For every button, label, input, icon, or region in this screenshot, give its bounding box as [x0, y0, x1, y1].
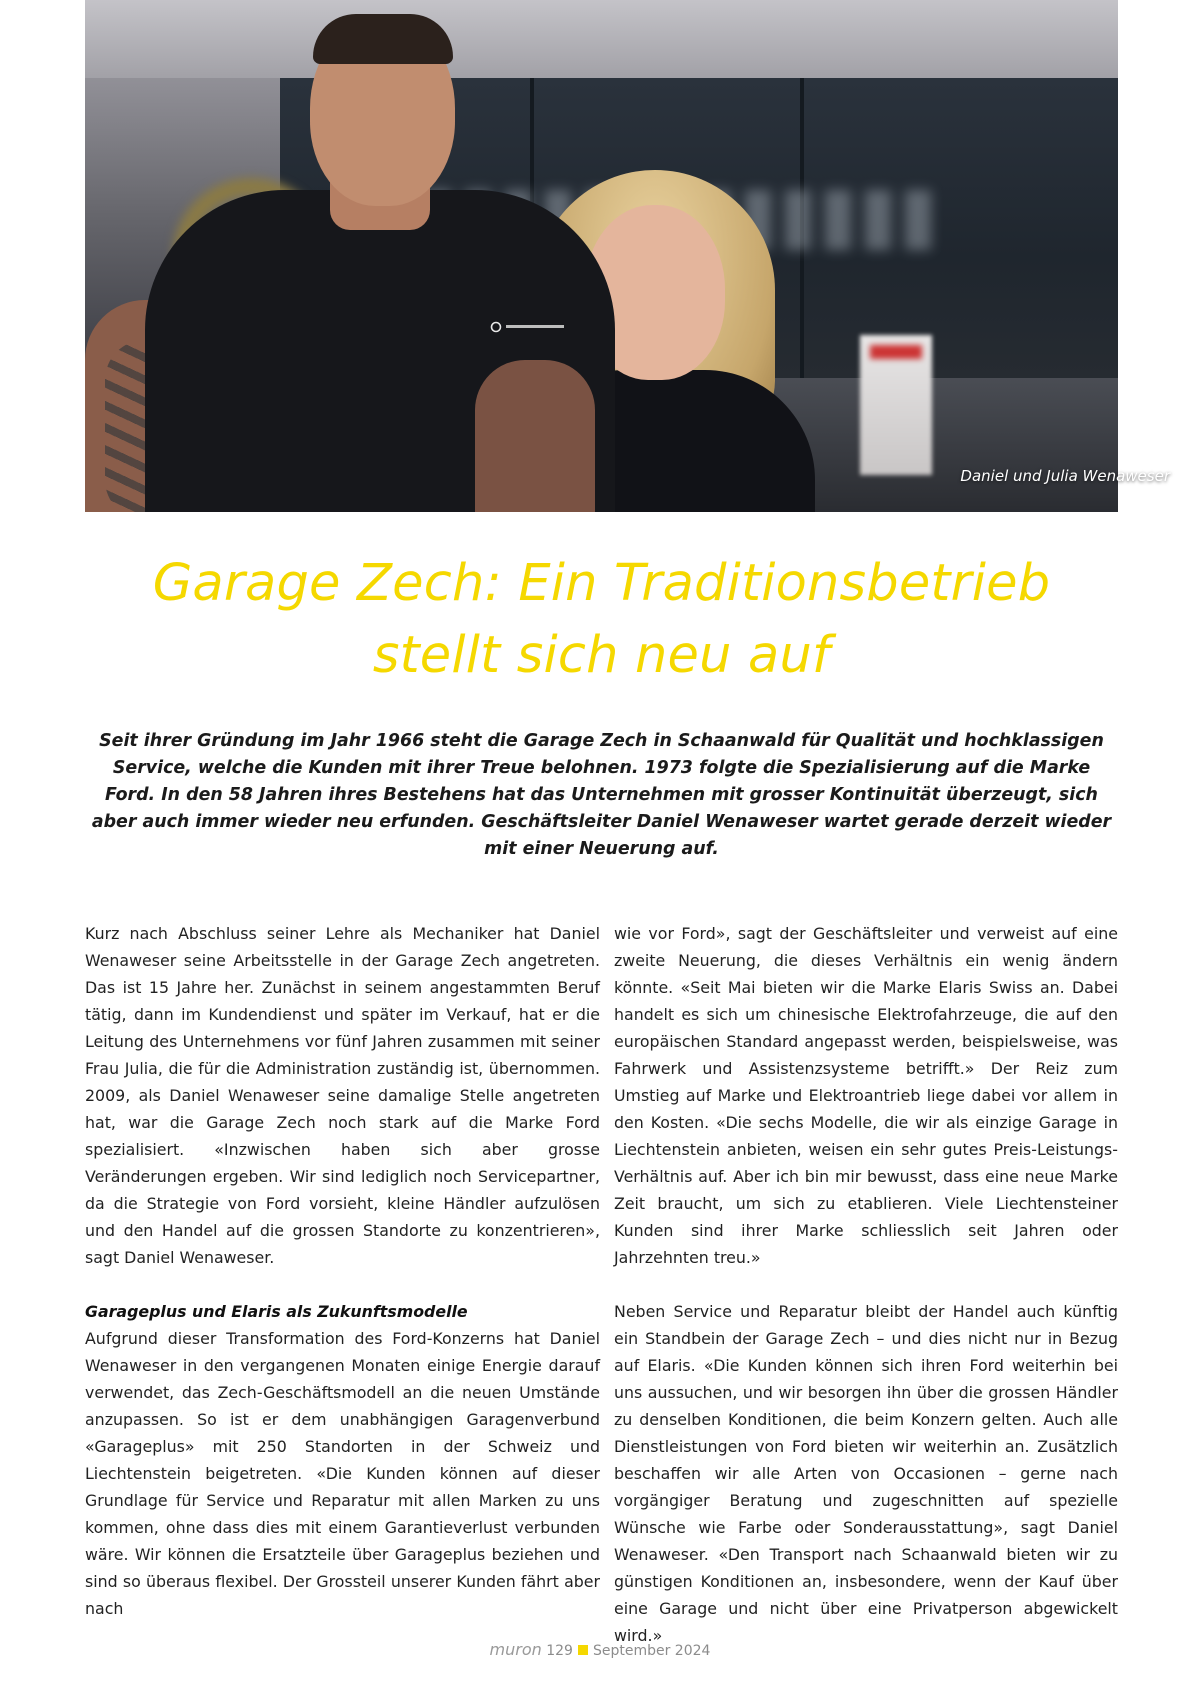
photo-ceiling	[85, 0, 1118, 78]
magazine-name: muron	[489, 1640, 542, 1659]
headline-line-2: stellt sich neu auf	[372, 626, 831, 685]
issue-date: September 2024	[592, 1643, 711, 1659]
shirt-logo-icon	[490, 320, 570, 334]
issue-number: 129	[546, 1643, 573, 1659]
article-headline	[85, 548, 1118, 692]
paragraph: Kurz nach Abschluss seiner Lehre als Mechaniker hat Daniel Wenaweser seine Arbeitsstelle in der Garage Zech angetreten. Das ist 15 Jahre her. Zunächst in seinem angestammten Beruf tätig, dann im Kundendienst und später im Verkauf, hat er die Leitung des Unternehmens vor fünf Jahren zusammen mit seiner Frau Julia, die für die Administration zuständig ist, übernommen. 2009, als Daniel Wenaweser seine damalige Stelle angetreten hat, war die Garage Zech noch stark auf die Marke Ford spezialisiert. «Inzwischen haben sich aber grosse Veränderungen ergeben. Wir sind lediglich noch Servicepartner, da die Strategie von Ford vorsieht, kleine Händler aufzulösen und den Handel auf die grossen Standorte zu konzentrieren», sagt Daniel Wenaweser.	[85, 924, 600, 1267]
photo-caption: Daniel und Julia Wenaweser	[960, 467, 1170, 485]
headline-line-1: Garage Zech: Ein Traditionsbetrieb	[152, 554, 1051, 613]
paragraph: Neben Service und Reparatur bleibt der Handel auch künftig ein Standbein der Garage Zech – und dies nicht nur in Bezug auf Elaris. «Die Kunden können sich ihren Ford weiterhin bei uns aussuchen, und wir besorgen ihn über die grossen Händler zu denselben Konditionen, die beim Konzern gelten. Auch alle Dienstleistungen von Ford bieten wir weiterhin an. Zusätzlich beschaffen wir alle Arten von Occasionen – gerne nach vorgängiger Beratung und zugeschnitten auf spezielle Wünsche wie Farbe oder Sonderausstattung», sagt Daniel Wenaweser. «Den Transport nach Schaanwald bieten wir zu günstigen Konditionen an, insbesondere, wenn der Kauf über eine Garage und nicht über eine Privatperson abgewickelt wird.»	[614, 1302, 1118, 1645]
square-icon	[578, 1645, 588, 1655]
text-column-left	[85, 920, 600, 1649]
man-hair	[313, 14, 453, 64]
text-column-right	[614, 920, 1118, 1676]
hero-photo	[85, 0, 1118, 512]
article-lead: Seit ihrer Gründung im Jahr 1966 steht die Garage Zech in Schaanwald für Qualität und hochklassigen Service, welche die Kunden mit ihrer Treue belohnen. 1973 folgte die Spezialisierung auf die Marke Ford. In den 58 Jahren ihres Bestehens hat das Unternehmen mit grosser Kontinuität überzeugt, sich aber auch immer wieder neu erfunden. Geschäftsleiter Daniel Wenaweser wartet gerade derzeit wieder mit einer Neuerung auf.	[91, 731, 1112, 859]
paragraph: wie vor Ford», sagt der Geschäftsleiter und verweist auf eine zweite Neuerung, die dieses Verhältnis ein wenig ändern könnte. «Seit Mai bieten wir die Marke Elaris Swiss an. Dabei handelt es sich um chinesische Elektrofahrzeuge, die auf den europäischen Standard angepasst werden, beispielsweise, was Fahrwerk und Assistenzsysteme betrifft.» Der Reiz zum Umstieg auf Marke und Elektroantrieb liege dabei vor allem in den Kosten. «Die sechs Modelle, die wir als einzige Garage in Liechtenstein anbieten, weisen ein sehr gutes Preis-Leistungs-Verhältnis auf. Aber ich bin mir bewusst, dass eine neue Marke Zeit braucht, um sich zu etablieren. Viele Liechtensteiner Kunden sind ihrer Marke schliesslich seit Jahren oder Jahrzehnten treu.»	[614, 924, 1118, 1267]
paragraph: Aufgrund dieser Transformation des Ford-Konzerns hat Daniel Wenaweser in den vergangenen Monaten einige Energie darauf verwendet, das Zech-Geschäftsmodell an die neuen Umstände anzupassen. So ist er dem unabhängigen Garagenverbund «Garageplus» mit 250 Standorten in der Schweiz und Liechtenstein beigetreten. «Die Kunden können auf dieser Grundlage für Service und Reparatur mit allen Marken zu uns kommen, ohne dass dies mit einem Garantieverlust verbunden wäre. Wir können die Ersatzteile über Garageplus beziehen und sind so überaus flexibel. Der Grossteil unserer Kunden fährt aber nach	[85, 1329, 600, 1618]
man-right-arm	[475, 360, 595, 512]
page-footer	[0, 1640, 1200, 1659]
photo-display-stand	[860, 335, 932, 475]
subheading: Garageplus und Elaris als Zukunftsmodelle	[85, 1302, 468, 1321]
